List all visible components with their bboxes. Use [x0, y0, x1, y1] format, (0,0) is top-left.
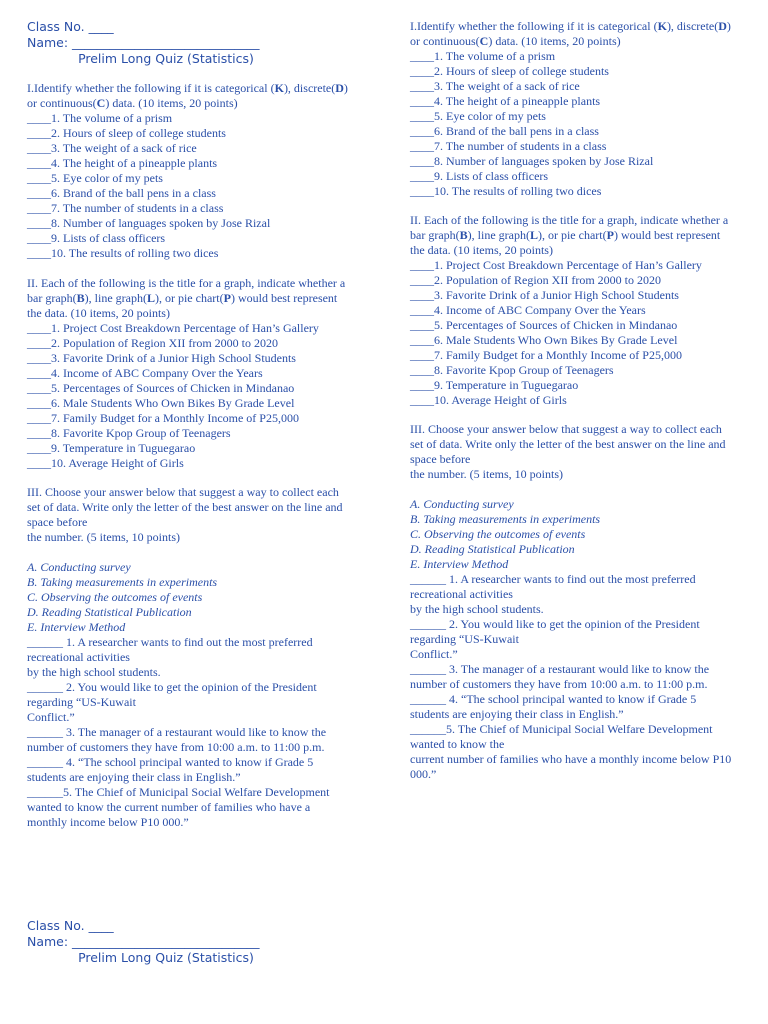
part3-question-line: recreational activities [27, 650, 130, 664]
part1-item: ____9. Lists of class officers [27, 231, 166, 245]
part1-item: ____1. The volume of a prism [27, 111, 173, 125]
part3-question-line: by the high school students. [410, 602, 544, 616]
part1-item: ____4. The height of a pineapple plants [27, 156, 218, 170]
part3-choice: E. Interview Method [410, 557, 509, 571]
part2-item: ____1. Project Cost Breakdown Percentage of Han’s Gallery [410, 258, 702, 272]
part3-instructions: set of data. Write only the letter of the best answer on the line and [410, 437, 726, 451]
part1-item: ____8. Number of languages spoken by Jose Rizal [27, 216, 271, 230]
part3-choice: C. Observing the outcomes of events [27, 590, 203, 604]
part2-section-right [410, 213, 728, 408]
part3-question-line: by the high school students. [27, 665, 161, 679]
class-no-line: Class No. ____ [27, 19, 114, 34]
part2-item: ____7. Family Budget for a Monthly Income of P25,000 [27, 411, 299, 425]
part3-question-line: students are enjoying their class in English.” [27, 770, 241, 784]
part3-question-line: regarding “US-Kuwait [410, 632, 519, 646]
part1-item: ____5. Eye color of my pets [27, 171, 163, 185]
part2-item: ____5. Percentages of Sources of Chicken in Mindanao [410, 318, 678, 332]
part1-instructions: I.Identify whether the following if it is categorical (K), discrete(D) [410, 19, 731, 33]
part1-item: ____4. The height of a pineapple plants [410, 94, 601, 108]
quiz-title: Prelim Long Quiz (Statistics) [78, 950, 254, 965]
part1-item: ____8. Number of languages spoken by Jose Rizal [410, 154, 654, 168]
part3-question-line: number of customers they have from 10:00 a.m. to 11:00 p.m. [410, 677, 708, 691]
part3-question-line: ______ 4. “The school principal wanted to know if Grade 5 [410, 692, 697, 706]
part3-question-line: ______ 4. “The school principal wanted to know if Grade 5 [27, 755, 314, 769]
part1-instructions: I.Identify whether the following if it is categorical (K), discrete(D) [27, 81, 348, 95]
part3-question-line: ______ 2. You would like to get the opinion of the President [27, 680, 317, 694]
part1-instructions-cont: or continuous(C) data. (10 items, 20 points) [410, 34, 621, 48]
part2-item: ____1. Project Cost Breakdown Percentage of Han’s Gallery [27, 321, 319, 335]
part2-item: ____8. Favorite Kpop Group of Teenagers [410, 363, 614, 377]
name-line: Name: ______________________________ [27, 35, 260, 50]
part3-section [27, 485, 343, 830]
part3-choice: B. Taking measurements in experiments [27, 575, 218, 589]
part1-instructions-cont: or continuous(C) data. (10 items, 20 points) [27, 96, 238, 110]
part3-choice: D. Reading Statistical Publication [27, 605, 192, 619]
part1-item: ____2. Hours of sleep of college students [410, 64, 609, 78]
part3-instructions: III. Choose your answer below that suggest a way to collect each [410, 422, 722, 436]
part3-instructions: the number. (5 items, 10 points) [410, 467, 563, 481]
part3-choice: E. Interview Method [27, 620, 126, 634]
part2-item: ____9. Temperature in Tuguegarao [410, 378, 579, 392]
part3-choice: A. Conducting survey [27, 560, 131, 574]
part2-item: ____8. Favorite Kpop Group of Teenagers [27, 426, 231, 440]
part2-item: ____3. Favorite Drink of a Junior High School Students [27, 351, 296, 365]
part1-item: ____10. The results of rolling two dices [27, 246, 219, 260]
part1-item: ____6. Brand of the ball pens in a class [27, 186, 216, 200]
part2-item: ____2. Population of Region XII from 2000 to 2020 [27, 336, 278, 350]
part3-question-line: ______ 1. A researcher wants to find out the most preferred [27, 635, 313, 649]
part3-choice: C. Observing the outcomes of events [410, 527, 586, 541]
quiz-header-top [27, 19, 305, 67]
part2-item: ____10. Average Height of Girls [27, 456, 184, 470]
part2-item: ____6. Male Students Who Own Bikes By Grade Level [27, 396, 295, 410]
part1-item: ____5. Eye color of my pets [410, 109, 546, 123]
part2-section [27, 276, 345, 471]
part3-question-line: number of customers they have from 10:00 a.m. to 11:00 p.m. [27, 740, 325, 754]
part3-question-line: ______ 3. The manager of a restaurant would like to know the [27, 725, 327, 739]
part1-item: ____7. The number of students in a class [410, 139, 607, 153]
part3-question-line: ______5. The Chief of Municipal Social Welfare Development [410, 722, 713, 736]
part2-item: ____4. Income of ABC Company Over the Years [27, 366, 263, 380]
part3-question-line: ______ 1. A researcher wants to find out the most preferred [410, 572, 696, 586]
part1-item: ____6. Brand of the ball pens in a class [410, 124, 599, 138]
part3-choice: A. Conducting survey [410, 497, 514, 511]
part2-item: ____6. Male Students Who Own Bikes By Grade Level [410, 333, 678, 347]
part2-item: ____9. Temperature in Tuguegarao [27, 441, 196, 455]
part1-item: ____3. The weight of a sack of rice [27, 141, 197, 155]
quiz-header-bottom [27, 918, 305, 966]
part3-question-line: current number of families who have a monthly income below P10 [410, 752, 732, 766]
part2-item: ____2. Population of Region XII from 2000 to 2020 [410, 273, 661, 287]
part2-instructions: II. Each of the following is the title for a graph, indicate whether a [27, 276, 346, 290]
part1-item: ____10. The results of rolling two dices [410, 184, 602, 198]
part1-item: ____2. Hours of sleep of college students [27, 126, 226, 140]
part2-item: ____5. Percentages of Sources of Chicken in Mindanao [27, 381, 295, 395]
part3-instructions: space before [410, 452, 471, 466]
part3-question-line: Conflict.” [410, 647, 458, 661]
part3-question-line: recreational activities [410, 587, 513, 601]
part3-question-line: monthly income below P10 000.” [27, 815, 189, 829]
part3-instructions: space before [27, 515, 88, 529]
part1-section [27, 81, 348, 261]
part2-instructions-cont: bar graph(B), line graph(L), or pie chart(P) would best represent [27, 291, 338, 305]
class-no-line: Class No. ____ [27, 918, 114, 933]
part3-question-line: ______ 3. The manager of a restaurant would like to know the [410, 662, 710, 676]
part3-question-line: wanted to know the current number of families who have a [27, 800, 311, 814]
part1-section-right [410, 19, 731, 199]
part3-instructions: the number. (5 items, 10 points) [27, 530, 180, 544]
name-line: Name: ______________________________ [27, 934, 260, 949]
part3-question-line: ______5. The Chief of Municipal Social Welfare Development [27, 785, 330, 799]
part2-item: ____10. Average Height of Girls [410, 393, 567, 407]
part3-section-right [410, 422, 731, 782]
part3-question-line: students are enjoying their class in English.” [410, 707, 624, 721]
part2-instructions: II. Each of the following is the title for a graph, indicate whether a [410, 213, 729, 227]
part3-question-line: Conflict.” [27, 710, 75, 724]
part2-instructions-end: the data. (10 items, 20 points) [27, 306, 170, 320]
part3-question-line: ______ 2. You would like to get the opinion of the President [410, 617, 700, 631]
part3-question-line: wanted to know the [410, 737, 505, 751]
quiz-title: Prelim Long Quiz (Statistics) [78, 51, 254, 66]
part3-instructions: set of data. Write only the letter of the best answer on the line and [27, 500, 343, 514]
part2-instructions-cont: bar graph(B), line graph(L), or pie chart(P) would best represent [410, 228, 721, 242]
part1-item: ____3. The weight of a sack of rice [410, 79, 580, 93]
part1-item: ____9. Lists of class officers [410, 169, 549, 183]
part1-item: ____7. The number of students in a class [27, 201, 224, 215]
part3-choice: D. Reading Statistical Publication [410, 542, 575, 556]
part3-question-line: 000.” [410, 767, 437, 781]
part3-instructions: III. Choose your answer below that suggest a way to collect each [27, 485, 339, 499]
part2-item: ____3. Favorite Drink of a Junior High School Students [410, 288, 679, 302]
part2-instructions-end: the data. (10 items, 20 points) [410, 243, 553, 257]
part2-item: ____4. Income of ABC Company Over the Years [410, 303, 646, 317]
part2-item: ____7. Family Budget for a Monthly Income of P25,000 [410, 348, 682, 362]
part1-item: ____1. The volume of a prism [410, 49, 556, 63]
part3-choice: B. Taking measurements in experiments [410, 512, 601, 526]
part3-question-line: regarding “US-Kuwait [27, 695, 136, 709]
